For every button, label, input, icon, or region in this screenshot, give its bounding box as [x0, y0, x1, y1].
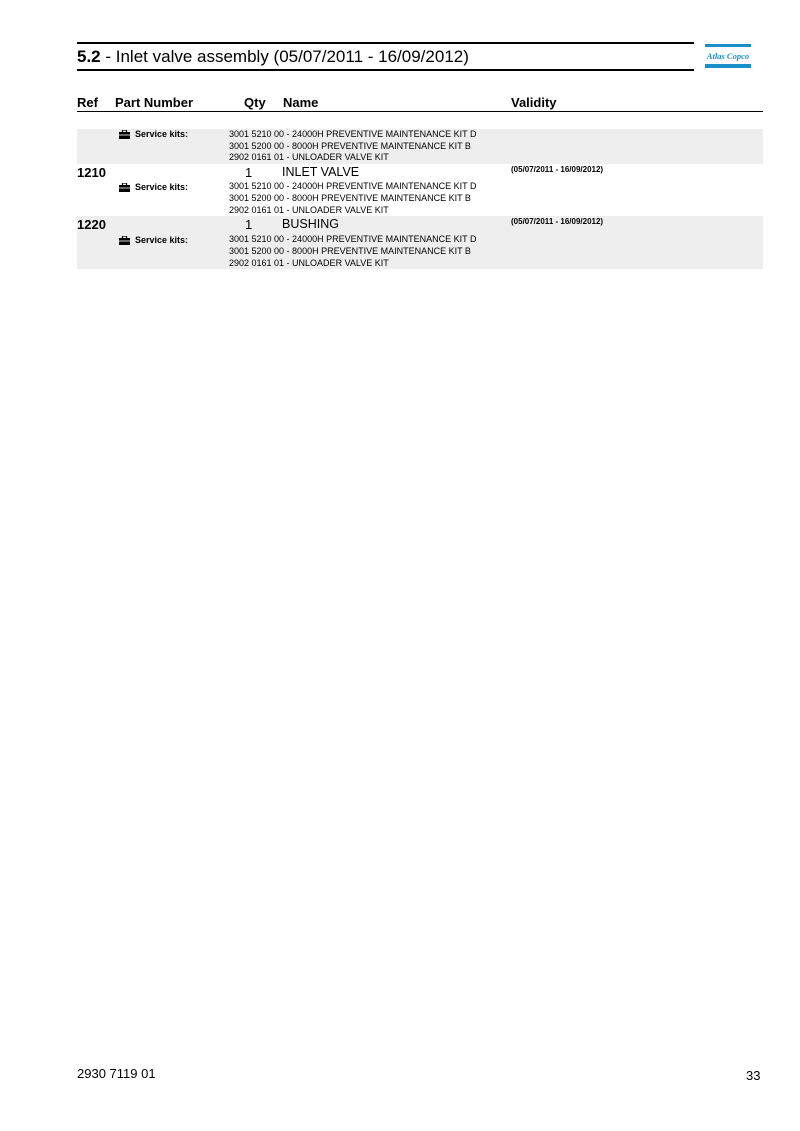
service-kit-item: 3001 5200 00 - 8000H PREVENTIVE MAINTENANCE KIT B: [229, 246, 471, 256]
parts-row: [77, 216, 763, 269]
ref-number: 1220: [77, 217, 106, 232]
service-kit-item: 2902 0161 01 - UNLOADER VALVE KIT: [229, 152, 389, 162]
toolbox-icon: [119, 130, 130, 139]
column-header-validity: Validity: [511, 95, 557, 110]
service-kits-label: Service kits:: [119, 235, 188, 245]
service-kit-item: 3001 5200 00 - 8000H PREVENTIVE MAINTENANCE KIT B: [229, 141, 471, 151]
service-kit-item: 2902 0161 01 - UNLOADER VALVE KIT: [229, 258, 389, 268]
part-name: BUSHING: [282, 217, 339, 231]
service-kits-label: Service kits:: [119, 182, 188, 192]
ref-number: 1210: [77, 165, 106, 180]
atlas-copco-logo: [705, 44, 751, 68]
validity-dates: (05/07/2011 - 16/09/2012): [511, 165, 604, 174]
document-number: 2930 7119 01: [77, 1066, 156, 1081]
column-header-part-number: Part Number: [115, 95, 194, 110]
column-header-qty: Qty: [244, 95, 266, 110]
page-number: 33: [746, 1068, 761, 1083]
parts-row: [77, 129, 763, 164]
service-kit-item: 2902 0161 01 - UNLOADER VALVE KIT: [229, 205, 389, 215]
section-number: 5.2: [77, 47, 101, 66]
header-rule: [77, 111, 763, 112]
service-kit-item: 3001 5210 00 - 24000H PREVENTIVE MAINTENANCE KIT D: [229, 181, 477, 191]
validity-dates: (05/07/2011 - 16/09/2012): [511, 217, 604, 226]
service-kit-item: 3001 5210 00 - 24000H PREVENTIVE MAINTENANCE KIT D: [229, 234, 477, 244]
column-header-name: Name: [283, 95, 319, 110]
service-kits-label: Service kits:: [119, 129, 188, 139]
parts-row: [77, 164, 763, 216]
quantity: 1: [245, 217, 253, 232]
column-header-ref: Ref: [77, 95, 98, 110]
logo-text: Atlas Copco: [706, 51, 750, 61]
section-title: - Inlet valve assembly (05/07/2011 - 16/09/2012): [105, 47, 469, 66]
service-kit-item: 3001 5200 00 - 8000H PREVENTIVE MAINTENANCE KIT B: [229, 193, 471, 203]
service-kit-item: 3001 5210 00 - 24000H PREVENTIVE MAINTENANCE KIT D: [229, 129, 477, 139]
title-bar: [77, 42, 694, 71]
toolbox-icon: [119, 236, 130, 245]
part-name: INLET VALVE: [282, 165, 360, 179]
toolbox-icon: [119, 183, 130, 192]
page-title: [77, 47, 469, 67]
quantity: 1: [245, 165, 253, 180]
